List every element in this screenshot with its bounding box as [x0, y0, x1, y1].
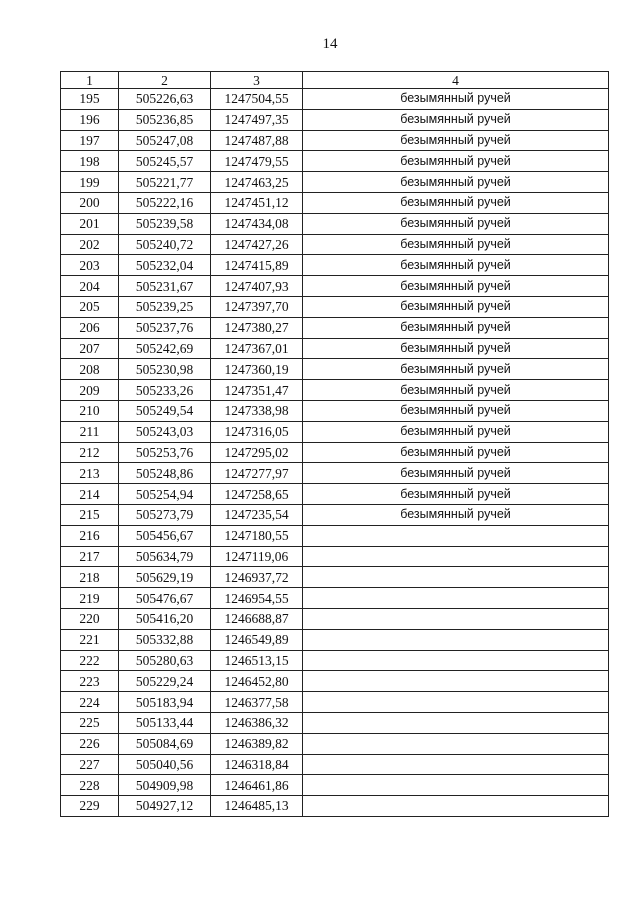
cell-description: [303, 588, 609, 609]
cell-y-coordinate: 1247397,70: [211, 296, 303, 317]
cell-x-coordinate: 505231,67: [119, 276, 211, 297]
cell-x-coordinate: 505243,03: [119, 421, 211, 442]
cell-y-coordinate: 1247295,02: [211, 442, 303, 463]
cell-point-number: 206: [61, 317, 119, 338]
cell-y-coordinate: 1247316,05: [211, 421, 303, 442]
cell-description: безымянный ручей: [303, 192, 609, 213]
cell-y-coordinate: 1246318,84: [211, 754, 303, 775]
table-row: [61, 546, 609, 567]
cell-point-number: 199: [61, 172, 119, 193]
table-row: [61, 650, 609, 671]
cell-y-coordinate: 1247479,55: [211, 151, 303, 172]
table-row: [61, 359, 609, 380]
cell-y-coordinate: 1247119,06: [211, 546, 303, 567]
cell-description: безымянный ручей: [303, 400, 609, 421]
cell-point-number: 226: [61, 733, 119, 754]
cell-point-number: 211: [61, 421, 119, 442]
cell-y-coordinate: 1247235,54: [211, 504, 303, 525]
cell-x-coordinate: 505242,69: [119, 338, 211, 359]
table-row: [61, 130, 609, 151]
cell-y-coordinate: 1246549,89: [211, 629, 303, 650]
cell-description: [303, 567, 609, 588]
cell-point-number: 219: [61, 588, 119, 609]
cell-point-number: 216: [61, 525, 119, 546]
cell-description: безымянный ручей: [303, 234, 609, 255]
cell-point-number: 229: [61, 796, 119, 817]
cell-x-coordinate: 505273,79: [119, 504, 211, 525]
cell-description: безымянный ручей: [303, 338, 609, 359]
cell-point-number: 207: [61, 338, 119, 359]
cell-y-coordinate: 1247497,35: [211, 109, 303, 130]
cell-y-coordinate: 1247504,55: [211, 89, 303, 110]
cell-point-number: 227: [61, 754, 119, 775]
cell-x-coordinate: 505183,94: [119, 692, 211, 713]
cell-point-number: 197: [61, 130, 119, 151]
cell-description: безымянный ручей: [303, 463, 609, 484]
cell-description: безымянный ручей: [303, 89, 609, 110]
cell-y-coordinate: 1247360,19: [211, 359, 303, 380]
cell-x-coordinate: 505416,20: [119, 608, 211, 629]
column-header-x: 2: [119, 72, 211, 89]
cell-y-coordinate: 1247258,65: [211, 484, 303, 505]
cell-point-number: 209: [61, 380, 119, 401]
cell-description: [303, 692, 609, 713]
cell-x-coordinate: 505280,63: [119, 650, 211, 671]
cell-point-number: 220: [61, 608, 119, 629]
cell-description: безымянный ручей: [303, 276, 609, 297]
table-row: [61, 380, 609, 401]
cell-description: [303, 629, 609, 650]
table-row: [61, 442, 609, 463]
table-row: [61, 192, 609, 213]
cell-point-number: 223: [61, 671, 119, 692]
cell-point-number: 203: [61, 255, 119, 276]
cell-x-coordinate: 505229,24: [119, 671, 211, 692]
cell-x-coordinate: 505232,04: [119, 255, 211, 276]
cell-y-coordinate: 1246452,80: [211, 671, 303, 692]
cell-point-number: 210: [61, 400, 119, 421]
cell-description: [303, 775, 609, 796]
cell-point-number: 208: [61, 359, 119, 380]
cell-y-coordinate: 1247351,47: [211, 380, 303, 401]
cell-description: безымянный ручей: [303, 421, 609, 442]
cell-y-coordinate: 1247434,08: [211, 213, 303, 234]
cell-point-number: 224: [61, 692, 119, 713]
cell-x-coordinate: 505245,57: [119, 151, 211, 172]
cell-x-coordinate: 505221,77: [119, 172, 211, 193]
cell-description: [303, 712, 609, 733]
cell-description: безымянный ручей: [303, 296, 609, 317]
table-row: [61, 109, 609, 130]
table-row: [61, 400, 609, 421]
cell-description: безымянный ручей: [303, 130, 609, 151]
cell-x-coordinate: 505634,79: [119, 546, 211, 567]
cell-x-coordinate: 505248,86: [119, 463, 211, 484]
table-row: [61, 234, 609, 255]
table-row: [61, 421, 609, 442]
cell-description: безымянный ручей: [303, 317, 609, 338]
cell-description: [303, 546, 609, 567]
table-row: [61, 525, 609, 546]
table-row: [61, 463, 609, 484]
cell-y-coordinate: 1247427,26: [211, 234, 303, 255]
table-row: [61, 692, 609, 713]
coordinates-table: [60, 71, 609, 817]
table-row: [61, 276, 609, 297]
cell-x-coordinate: 505332,88: [119, 629, 211, 650]
cell-point-number: 221: [61, 629, 119, 650]
cell-y-coordinate: 1247367,01: [211, 338, 303, 359]
table-row: [61, 775, 609, 796]
table-row: [61, 484, 609, 505]
cell-x-coordinate: 505239,25: [119, 296, 211, 317]
cell-x-coordinate: 505226,63: [119, 89, 211, 110]
table-row: [61, 712, 609, 733]
cell-point-number: 228: [61, 775, 119, 796]
cell-y-coordinate: 1246389,82: [211, 733, 303, 754]
cell-x-coordinate: 505629,19: [119, 567, 211, 588]
cell-point-number: 200: [61, 192, 119, 213]
table-row: [61, 151, 609, 172]
cell-point-number: 201: [61, 213, 119, 234]
cell-y-coordinate: 1246954,55: [211, 588, 303, 609]
cell-y-coordinate: 1246688,87: [211, 608, 303, 629]
cell-point-number: 213: [61, 463, 119, 484]
column-header-y: 3: [211, 72, 303, 89]
cell-description: [303, 733, 609, 754]
cell-description: [303, 796, 609, 817]
cell-y-coordinate: 1246386,32: [211, 712, 303, 733]
cell-x-coordinate: 505230,98: [119, 359, 211, 380]
cell-x-coordinate: 505040,56: [119, 754, 211, 775]
cell-description: безымянный ручей: [303, 484, 609, 505]
column-header-number: 1: [61, 72, 119, 89]
cell-point-number: 198: [61, 151, 119, 172]
cell-point-number: 218: [61, 567, 119, 588]
cell-x-coordinate: 505239,58: [119, 213, 211, 234]
cell-description: безымянный ручей: [303, 213, 609, 234]
table-row: [61, 796, 609, 817]
cell-y-coordinate: 1247277,97: [211, 463, 303, 484]
cell-description: безымянный ручей: [303, 442, 609, 463]
cell-point-number: 222: [61, 650, 119, 671]
cell-x-coordinate: 505233,26: [119, 380, 211, 401]
cell-x-coordinate: 505084,69: [119, 733, 211, 754]
page-number: 14: [322, 36, 338, 52]
cell-description: [303, 754, 609, 775]
cell-y-coordinate: 1246377,58: [211, 692, 303, 713]
cell-x-coordinate: 505249,54: [119, 400, 211, 421]
table-row: [61, 504, 609, 525]
table-row: [61, 754, 609, 775]
table-row: [61, 608, 609, 629]
cell-point-number: 205: [61, 296, 119, 317]
cell-x-coordinate: 505254,94: [119, 484, 211, 505]
table-row: [61, 671, 609, 692]
cell-y-coordinate: 1247487,88: [211, 130, 303, 151]
table-row: [61, 567, 609, 588]
cell-y-coordinate: 1246937,72: [211, 567, 303, 588]
table-row: [61, 629, 609, 650]
cell-y-coordinate: 1246461,86: [211, 775, 303, 796]
cell-y-coordinate: 1247451,12: [211, 192, 303, 213]
cell-point-number: 214: [61, 484, 119, 505]
cell-point-number: 196: [61, 109, 119, 130]
cell-x-coordinate: 504927,12: [119, 796, 211, 817]
cell-point-number: 202: [61, 234, 119, 255]
cell-description: [303, 525, 609, 546]
cell-x-coordinate: 505456,67: [119, 525, 211, 546]
cell-y-coordinate: 1247380,27: [211, 317, 303, 338]
cell-x-coordinate: 505133,44: [119, 712, 211, 733]
table-row: [61, 317, 609, 338]
cell-y-coordinate: 1247415,89: [211, 255, 303, 276]
cell-point-number: 204: [61, 276, 119, 297]
cell-y-coordinate: 1247463,25: [211, 172, 303, 193]
table-row: [61, 338, 609, 359]
cell-description: безымянный ручей: [303, 359, 609, 380]
column-header-description: 4: [303, 72, 609, 89]
table-row: [61, 733, 609, 754]
cell-x-coordinate: 505253,76: [119, 442, 211, 463]
cell-x-coordinate: 504909,98: [119, 775, 211, 796]
table-row: [61, 588, 609, 609]
cell-y-coordinate: 1247180,55: [211, 525, 303, 546]
cell-x-coordinate: 505240,72: [119, 234, 211, 255]
cell-x-coordinate: 505247,08: [119, 130, 211, 151]
cell-point-number: 215: [61, 504, 119, 525]
cell-description: [303, 650, 609, 671]
cell-point-number: 212: [61, 442, 119, 463]
table-row: [61, 89, 609, 110]
cell-description: [303, 608, 609, 629]
cell-y-coordinate: 1246513,15: [211, 650, 303, 671]
table-row: [61, 172, 609, 193]
cell-x-coordinate: 505237,76: [119, 317, 211, 338]
cell-description: безымянный ручей: [303, 255, 609, 276]
cell-description: безымянный ручей: [303, 109, 609, 130]
cell-y-coordinate: 1246485,13: [211, 796, 303, 817]
cell-point-number: 217: [61, 546, 119, 567]
cell-point-number: 225: [61, 712, 119, 733]
cell-y-coordinate: 1247407,93: [211, 276, 303, 297]
cell-description: безымянный ручей: [303, 172, 609, 193]
table-header-row: [61, 72, 609, 89]
table-row: [61, 213, 609, 234]
cell-x-coordinate: 505476,67: [119, 588, 211, 609]
cell-x-coordinate: 505236,85: [119, 109, 211, 130]
cell-point-number: 195: [61, 89, 119, 110]
table-row: [61, 296, 609, 317]
cell-description: [303, 671, 609, 692]
cell-description: безымянный ручей: [303, 380, 609, 401]
cell-description: безымянный ручей: [303, 151, 609, 172]
cell-description: безымянный ручей: [303, 504, 609, 525]
table-row: [61, 255, 609, 276]
cell-y-coordinate: 1247338,98: [211, 400, 303, 421]
cell-x-coordinate: 505222,16: [119, 192, 211, 213]
